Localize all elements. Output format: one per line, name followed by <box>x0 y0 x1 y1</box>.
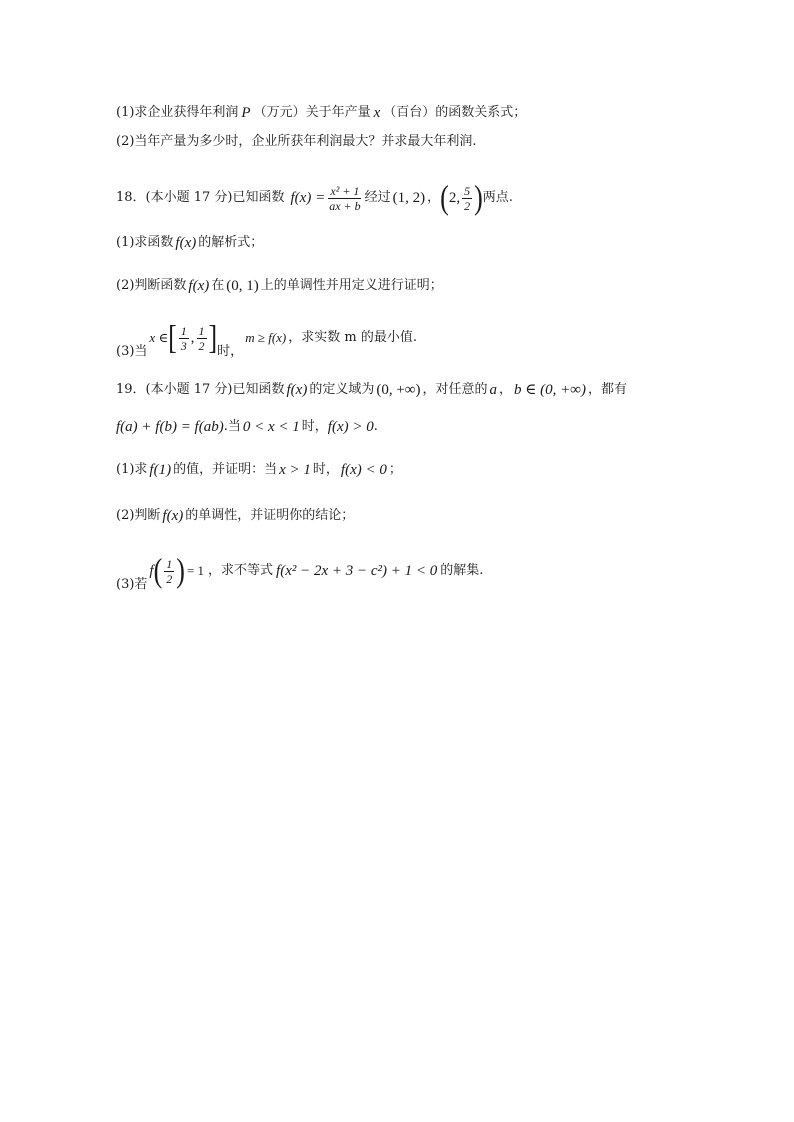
q17-part1: (1)求企业获得年利润 P （万元）关于年产量 x （百台）的函数关系式； <box>116 105 527 121</box>
q18-part1: (1)求函数 f(x) 的解析式； <box>116 235 264 251</box>
var-x: x <box>373 105 381 121</box>
q19-condition: f(a) + f(b) = f(ab) .当 0 < x < 1 时， f(x) > 0 . <box>116 419 378 435</box>
q18-part3: (3)当 x ∈ [ $\frac{1}{3}$ , $\frac{1}{2}$ ] 时， m ≥ f(x) ，求实数 m 的最小值. <box>116 318 417 359</box>
q19-part1: (1)求 f(1) 的值，并证明：当 x > 1 时， f(x) < 0 ； <box>116 462 402 478</box>
q19-part2: (2)判断 f(x) 的单调性，并证明你的结论； <box>116 508 355 524</box>
q19-header: 19．(本小题 17 分)已知函数 f(x) 的定义域为 (0, +∞) ，对任意的 a ， b ∈ (0, +∞) ，都有 <box>116 382 627 398</box>
q18-header: 18．(本小题 17 分)已知函数 f(x) = $\frac{\text{x² + 1}}{ax + b}$ 经过 (1, 2) ， ( 2, $\frac{5}{2}$ ) 两点. <box>116 178 513 217</box>
q19-part3: (3)若 f ( $\frac{1}{2}$ ) = 1 ，求不等式 f(x² − 2x + 3 − c²) + 1 < 0 的解集. <box>116 551 484 592</box>
q17-part2: (2)当年产量为多少时，企业所获年利润最大？并求最大年利润. <box>116 134 477 149</box>
q18-part2: (2)判断函数 f(x) 在 (0, 1) 上的单调性并用定义进行证明； <box>116 278 443 294</box>
q18-fraction: $\frac{\text{x² + 1}}{ax + b}$ <box>329 183 361 213</box>
var-p: P <box>241 105 251 121</box>
